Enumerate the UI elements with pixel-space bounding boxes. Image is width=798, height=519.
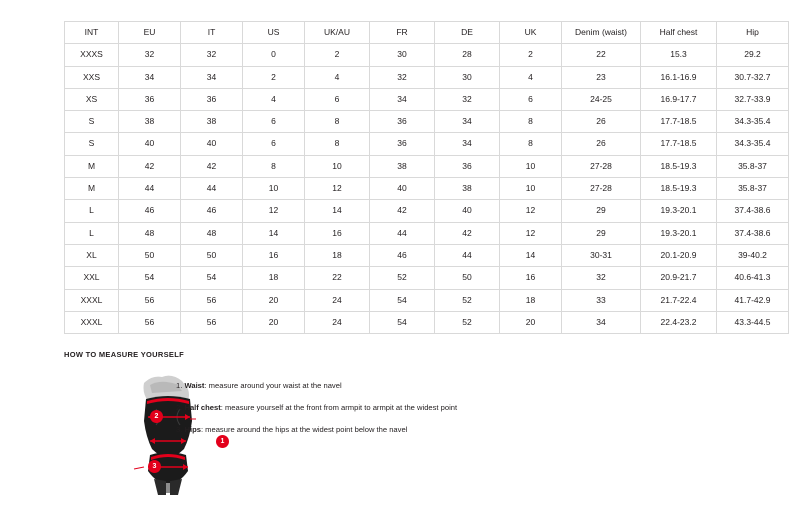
cell: 54 <box>119 267 181 289</box>
cell: 20.9-21.7 <box>641 267 717 289</box>
cell: 38 <box>119 111 181 133</box>
cell: 17.7-18.5 <box>641 111 717 133</box>
cell: XXXS <box>65 44 119 66</box>
note-index-3: 3. <box>176 425 183 435</box>
cell: 10 <box>500 155 562 177</box>
cell: 50 <box>119 244 181 266</box>
cell: 42 <box>370 200 435 222</box>
table-row <box>65 289 789 311</box>
cell: 24 <box>305 311 370 333</box>
cell: M <box>65 178 119 200</box>
cell: 36 <box>119 88 181 110</box>
cell: 20 <box>243 289 305 311</box>
cell: S <box>65 111 119 133</box>
cell: 36 <box>370 133 435 155</box>
cell: 2 <box>305 44 370 66</box>
cell: 42 <box>119 155 181 177</box>
cell: 16 <box>305 222 370 244</box>
cell: 16 <box>243 244 305 266</box>
cell: 42 <box>181 155 243 177</box>
cell: 6 <box>305 88 370 110</box>
cell: 12 <box>500 200 562 222</box>
cell: 56 <box>119 311 181 333</box>
cell: 27-28 <box>562 155 641 177</box>
cell: 16.1-16.9 <box>641 66 717 88</box>
cell: 12 <box>305 178 370 200</box>
cell: 34 <box>562 311 641 333</box>
cell: 29.2 <box>717 44 789 66</box>
cell: 38 <box>370 155 435 177</box>
size-table-body <box>65 44 789 334</box>
cell: 44 <box>435 244 500 266</box>
note-index-1: 1. <box>176 381 183 390</box>
cell: 20.1-20.9 <box>641 244 717 266</box>
cell: 50 <box>435 267 500 289</box>
cell: 52 <box>370 267 435 289</box>
cell: 40.6-41.3 <box>717 267 789 289</box>
cell: XL <box>65 244 119 266</box>
how-to-measure-section <box>64 350 744 495</box>
note-text-1: : measure around your waist at the navel <box>204 381 342 390</box>
cell: 22 <box>305 267 370 289</box>
table-row <box>65 155 789 177</box>
cell: 46 <box>370 244 435 266</box>
cell: 34 <box>370 88 435 110</box>
cell: 14 <box>500 244 562 266</box>
cell: 50 <box>181 244 243 266</box>
cell: 10 <box>500 178 562 200</box>
cell: 8 <box>243 155 305 177</box>
column-header-us: US <box>243 22 305 44</box>
cell: 2 <box>243 66 305 88</box>
cell: 44 <box>119 178 181 200</box>
cell: L <box>65 200 119 222</box>
list-item <box>176 425 736 434</box>
cell: 38 <box>181 111 243 133</box>
cell: 30 <box>435 66 500 88</box>
cell: 46 <box>119 200 181 222</box>
cell: 38 <box>435 178 500 200</box>
cell: 37.4-38.6 <box>717 200 789 222</box>
cell: 29 <box>562 222 641 244</box>
cell: 54 <box>370 289 435 311</box>
cell: XXL <box>65 267 119 289</box>
column-header-uk-au: UK/AU <box>305 22 370 44</box>
cell: 34 <box>435 133 500 155</box>
note-term-3: Hips <box>184 425 201 435</box>
cell: 26 <box>562 133 641 155</box>
cell: 0 <box>243 44 305 66</box>
cell: 16.9-17.7 <box>641 88 717 110</box>
cell: L <box>65 222 119 244</box>
table-row <box>65 311 789 333</box>
cell: 4 <box>500 66 562 88</box>
cell: 20 <box>500 311 562 333</box>
column-header-int: INT <box>65 22 119 44</box>
cell: 15.3 <box>641 44 717 66</box>
cell: 6 <box>243 133 305 155</box>
cell: 12 <box>500 222 562 244</box>
table-row <box>65 244 789 266</box>
how-to-measure-title: HOW TO MEASURE YOURSELF <box>64 350 184 359</box>
cell: 6 <box>243 111 305 133</box>
cell: 54 <box>370 311 435 333</box>
table-row <box>65 133 789 155</box>
cell: 33 <box>562 289 641 311</box>
size-table-head <box>65 22 789 44</box>
cell: 36 <box>435 155 500 177</box>
cell: 23 <box>562 66 641 88</box>
cell: 37.4-38.6 <box>717 222 789 244</box>
table-header-row <box>65 22 789 44</box>
cell: 40 <box>435 200 500 222</box>
cell: 40 <box>119 133 181 155</box>
cell: 18 <box>500 289 562 311</box>
cell: 18 <box>305 244 370 266</box>
cell: 32 <box>181 44 243 66</box>
cell: 32 <box>435 88 500 110</box>
column-header-hip: Hip <box>717 22 789 44</box>
cell: 20 <box>243 311 305 333</box>
cell: 30 <box>370 44 435 66</box>
table-row <box>65 88 789 110</box>
cell: 39-40.2 <box>717 244 789 266</box>
cell: 36 <box>181 88 243 110</box>
cell: 34.3-35.4 <box>717 133 789 155</box>
cell: 35.8-37 <box>717 178 789 200</box>
cell: 34.3-35.4 <box>717 111 789 133</box>
cell: 8 <box>305 133 370 155</box>
cell: 30-31 <box>562 244 641 266</box>
cell: 2 <box>500 44 562 66</box>
size-table-container <box>64 21 771 334</box>
cell: XXXL <box>65 289 119 311</box>
column-header-denim-waist: Denim (waist) <box>562 22 641 44</box>
cell: 19.3-20.1 <box>641 222 717 244</box>
cell: 42 <box>435 222 500 244</box>
table-row <box>65 178 789 200</box>
column-header-half-chest: Half chest <box>641 22 717 44</box>
measure-instructions-list <box>176 381 736 447</box>
cell: 14 <box>305 200 370 222</box>
cell: 24-25 <box>562 88 641 110</box>
table-row <box>65 200 789 222</box>
cell: 10 <box>305 155 370 177</box>
cell: 10 <box>243 178 305 200</box>
cell: 28 <box>435 44 500 66</box>
cell: 34 <box>181 66 243 88</box>
cell: 18.5-19.3 <box>641 155 717 177</box>
marker-3: 3 <box>148 460 161 473</box>
cell: M <box>65 155 119 177</box>
cell: XXS <box>65 66 119 88</box>
cell: 26 <box>562 111 641 133</box>
cell: 40 <box>370 178 435 200</box>
cell: 4 <box>305 66 370 88</box>
cell: 32.7-33.9 <box>717 88 789 110</box>
cell: 18.5-19.3 <box>641 178 717 200</box>
cell: 22 <box>562 44 641 66</box>
cell: 4 <box>243 88 305 110</box>
list-item <box>176 381 736 390</box>
column-header-uk: UK <box>500 22 562 44</box>
cell: XS <box>65 88 119 110</box>
note-text-3: : measure around the hips at the widest point below the navel <box>200 425 408 435</box>
cell: 29 <box>562 200 641 222</box>
cell: 43.3-44.5 <box>717 311 789 333</box>
how-to-measure-body <box>64 365 744 495</box>
cell: 54 <box>181 267 243 289</box>
size-chart-table <box>64 21 789 334</box>
cell: 32 <box>562 267 641 289</box>
cell: 18 <box>243 267 305 289</box>
cell: 56 <box>181 289 243 311</box>
cell: 14 <box>243 222 305 244</box>
cell: 24 <box>305 289 370 311</box>
cell: 41.7-42.9 <box>717 289 789 311</box>
note-text-2: : measure yourself at the front from armpit to armpit at the widest point <box>220 403 458 413</box>
cell: 8 <box>305 111 370 133</box>
cell: 19.3-20.1 <box>641 200 717 222</box>
cell: 46 <box>181 200 243 222</box>
cell: 34 <box>435 111 500 133</box>
cell: 32 <box>370 66 435 88</box>
cell: 22.4-23.2 <box>641 311 717 333</box>
column-header-de: DE <box>435 22 500 44</box>
cell: 44 <box>370 222 435 244</box>
note-term-1: Waist <box>184 381 205 390</box>
cell: 34 <box>119 66 181 88</box>
cell: 8 <box>500 133 562 155</box>
cell: 40 <box>181 133 243 155</box>
cell: 52 <box>435 311 500 333</box>
table-row <box>65 44 789 66</box>
cell: 12 <box>243 200 305 222</box>
cell: 48 <box>181 222 243 244</box>
table-row <box>65 66 789 88</box>
cell: 48 <box>119 222 181 244</box>
table-row <box>65 222 789 244</box>
cell: 56 <box>181 311 243 333</box>
table-row <box>65 267 789 289</box>
cell: 30.7-32.7 <box>717 66 789 88</box>
marker-1: 1 <box>216 435 229 448</box>
table-row <box>65 111 789 133</box>
cell: 17.7-18.5 <box>641 133 717 155</box>
marker-2: 2 <box>150 410 163 423</box>
column-header-eu: EU <box>119 22 181 44</box>
cell: 32 <box>119 44 181 66</box>
cell: S <box>65 133 119 155</box>
list-item <box>176 403 736 412</box>
note-index-2: 2. <box>176 403 183 413</box>
cell: 35.8-37 <box>717 155 789 177</box>
cell: 16 <box>500 267 562 289</box>
cell: 27-28 <box>562 178 641 200</box>
cell: 8 <box>500 111 562 133</box>
cell: 21.7-22.4 <box>641 289 717 311</box>
cell: XXXL <box>65 311 119 333</box>
cell: 6 <box>500 88 562 110</box>
cell: 44 <box>181 178 243 200</box>
column-header-it: IT <box>181 22 243 44</box>
cell: 52 <box>435 289 500 311</box>
note-term-2: Half chest <box>184 403 221 413</box>
cell: 56 <box>119 289 181 311</box>
column-header-fr: FR <box>370 22 435 44</box>
cell: 36 <box>370 111 435 133</box>
